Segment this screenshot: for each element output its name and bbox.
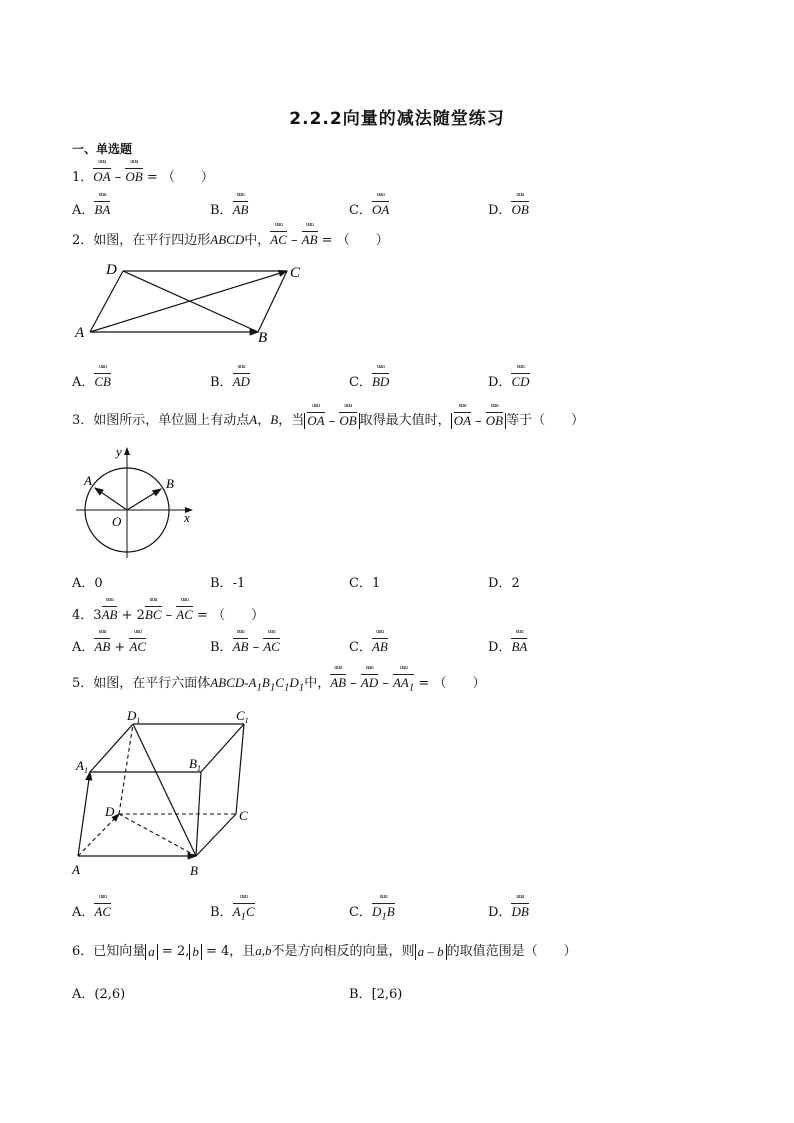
q5-name-part: B bbox=[261, 675, 270, 690]
q5-label-b: B bbox=[190, 863, 198, 878]
q3-label-o: O bbox=[112, 514, 122, 529]
q5-label-subscript: 1 bbox=[83, 766, 88, 775]
q3-vector-oa-arrow bbox=[95, 488, 127, 510]
option-label: C． bbox=[349, 905, 372, 920]
q5-name-part: ABCD-A bbox=[210, 675, 257, 690]
q5-edge-b1c1 bbox=[201, 724, 244, 772]
q5-label-c1 bbox=[236, 708, 249, 725]
q3-option-a[interactable] bbox=[72, 572, 103, 591]
option-label: C． bbox=[349, 576, 372, 591]
q5-tail: = （ ） bbox=[414, 676, 486, 691]
q5-line-db bbox=[119, 814, 196, 856]
q2-edge-bc bbox=[258, 271, 287, 332]
option-label: B． bbox=[210, 203, 233, 218]
q1-option-b[interactable] bbox=[210, 199, 248, 218]
q6-eq-1: = 2, bbox=[157, 944, 190, 959]
q5-option-d[interactable] bbox=[488, 901, 529, 920]
option-vector-part: C bbox=[245, 904, 255, 919]
q5-edge-bc bbox=[196, 814, 236, 856]
q2-label-d: D bbox=[106, 262, 117, 278]
question-6 bbox=[72, 940, 577, 960]
option-vector: AC uuu bbox=[94, 904, 111, 920]
q6-abs-b bbox=[189, 944, 202, 960]
q3-label-a: A bbox=[84, 473, 92, 488]
q6-vectors-ab: a,b bbox=[255, 943, 272, 958]
q5-subscript: 1 bbox=[269, 681, 276, 694]
q4-number: 4． bbox=[72, 608, 94, 623]
q3-sep: ， bbox=[257, 413, 271, 428]
option-vector bbox=[372, 904, 395, 923]
option-vector: BA uuu bbox=[94, 202, 110, 218]
q4-coef-2: 2 bbox=[136, 608, 145, 623]
q3-label-b: B bbox=[166, 476, 174, 491]
q6-text-mid2: 不是方向相反的向量，则 bbox=[271, 944, 415, 959]
q6-option-b[interactable] bbox=[349, 983, 402, 1002]
q1-number: 1． bbox=[72, 170, 94, 185]
q4-plus: + bbox=[117, 608, 137, 623]
q6-a-minus-b: a – b bbox=[417, 943, 444, 959]
q5-vector-3 bbox=[393, 675, 414, 694]
q5-name-part: D bbox=[289, 675, 299, 690]
option-value: (2,6) bbox=[94, 987, 126, 1002]
q2-vector-1: AC uuu bbox=[270, 232, 287, 248]
option-label: D． bbox=[488, 640, 512, 655]
option-vector: AC uuu bbox=[263, 639, 280, 655]
q5-text-mid: 中， bbox=[304, 676, 331, 691]
q2-option-a[interactable] bbox=[72, 371, 111, 390]
section-heading: 一、单选题 bbox=[72, 142, 133, 156]
option-label: A． bbox=[72, 576, 95, 591]
q5-label-subscript: 1 bbox=[244, 716, 249, 725]
q5-edge-aa1 bbox=[78, 772, 90, 856]
q2-label-b: B bbox=[258, 330, 268, 346]
option-label: A． bbox=[72, 987, 95, 1002]
option-label: B． bbox=[210, 375, 233, 390]
q2-tail: = （ ） bbox=[317, 233, 389, 248]
q3-option-d[interactable] bbox=[488, 572, 520, 591]
q5-label-letter: A bbox=[76, 758, 84, 773]
q2-text: 2．如图，在平行四边形 bbox=[72, 233, 211, 248]
option-vector: OB uuu bbox=[511, 202, 528, 218]
q3-option-b[interactable] bbox=[210, 572, 245, 591]
q1-vector-1: OA uuu bbox=[93, 169, 110, 185]
option-label: D． bbox=[488, 905, 512, 920]
q4-option-d[interactable] bbox=[488, 636, 527, 655]
q3-vector-oa: OA uuu bbox=[454, 413, 471, 429]
q2-label-c: C bbox=[290, 265, 301, 281]
q4-vector-2: BC uuu bbox=[145, 607, 162, 623]
q5-vector-3-name: AA bbox=[392, 675, 409, 690]
option-label: B． bbox=[210, 640, 233, 655]
option-label: A． bbox=[72, 375, 95, 390]
question-2 bbox=[72, 229, 389, 248]
question-4 bbox=[72, 604, 264, 623]
q5-line-d1b bbox=[133, 724, 196, 856]
q2-vector-2: AB uuu bbox=[302, 232, 318, 248]
option-vector-part: B bbox=[386, 904, 395, 919]
page-title: 2.2.2向量的减法随堂练习 bbox=[289, 109, 505, 129]
q2-label-a: A bbox=[75, 325, 85, 341]
q3-text-mid2: 取得最大值时， bbox=[359, 413, 451, 428]
q5-parallelepiped-figure bbox=[68, 704, 268, 882]
q5-option-c[interactable] bbox=[349, 901, 395, 923]
option-value: 2 bbox=[511, 576, 520, 591]
option-vector-part: A bbox=[232, 904, 241, 919]
q5-label-subscript: 1 bbox=[196, 764, 201, 773]
q2-option-b[interactable] bbox=[210, 371, 250, 390]
option-label: C． bbox=[349, 375, 372, 390]
q5-minus: – bbox=[346, 676, 361, 691]
q3-minus: – bbox=[324, 413, 340, 429]
q6-eq-2: = 4 bbox=[201, 944, 230, 959]
q5-label-letter: D bbox=[127, 708, 137, 723]
option-vector: AB uuu bbox=[94, 639, 110, 655]
option-vector: AB uuu bbox=[372, 639, 388, 655]
q5-subscript: 1 bbox=[256, 681, 262, 694]
q2-option-c[interactable] bbox=[349, 371, 389, 390]
q3-unit-circle-figure bbox=[70, 440, 200, 562]
q5-label-b1 bbox=[189, 756, 201, 773]
option-vector: AB uuu bbox=[233, 639, 249, 655]
q6-abs-a bbox=[145, 944, 158, 960]
q4-vector-1: AB uuu bbox=[102, 607, 118, 623]
q4-vector-3: AC uuu bbox=[176, 607, 193, 623]
q1-vector-2: OB uuu bbox=[125, 169, 142, 185]
option-vector: BD uuu bbox=[372, 374, 389, 390]
option-label: A． bbox=[72, 203, 95, 218]
option-label: D． bbox=[488, 203, 512, 218]
q5-label-d: D bbox=[105, 804, 115, 819]
q1-minus: – bbox=[110, 170, 126, 185]
q6-option-a[interactable] bbox=[72, 983, 125, 1002]
option-label: C． bbox=[349, 640, 372, 655]
q5-option-b[interactable] bbox=[210, 901, 255, 923]
q5-edge-ad bbox=[78, 814, 119, 856]
q3-point-b: B bbox=[270, 412, 279, 427]
question-3 bbox=[72, 409, 584, 429]
option-value: 0 bbox=[94, 576, 103, 591]
option-vector: CD uuu bbox=[511, 374, 529, 390]
q2-diagonal-db bbox=[123, 271, 258, 332]
q5-option-a[interactable] bbox=[72, 901, 111, 920]
q3-label-x: x bbox=[184, 510, 190, 525]
q5-subscript: 1 bbox=[298, 681, 305, 694]
option-label: D． bbox=[488, 375, 512, 390]
q3-point-a: A bbox=[249, 412, 258, 427]
q2-shape-name: ABCD bbox=[210, 232, 245, 247]
q2-diagonal-ac bbox=[90, 271, 287, 332]
q1-tail: = （ ） bbox=[142, 170, 214, 185]
option-vector: BA uuu bbox=[511, 639, 527, 655]
q3-vector-oa: OA uuu bbox=[307, 413, 324, 429]
option-operator: – bbox=[248, 640, 264, 655]
q4-option-a[interactable] bbox=[72, 636, 146, 655]
option-operator: + bbox=[110, 640, 130, 655]
option-vector: AC uuu bbox=[129, 639, 146, 655]
q3-abs-expression-2 bbox=[451, 413, 506, 429]
option-label: B． bbox=[210, 905, 233, 920]
q3-minus: – bbox=[471, 413, 486, 429]
option-vector: AD uuu bbox=[233, 374, 250, 390]
q5-label-subscript: 1 bbox=[136, 716, 141, 725]
option-label: C． bbox=[349, 203, 372, 218]
q4-option-c[interactable] bbox=[349, 636, 388, 655]
q5-vector-1: AB uuu bbox=[330, 675, 346, 691]
option-label: B． bbox=[349, 987, 372, 1002]
q4-tail: = （ ） bbox=[192, 608, 265, 623]
q5-solid-name bbox=[210, 675, 305, 694]
option-value: -1 bbox=[232, 576, 246, 591]
q2-parallelogram-figure bbox=[70, 258, 310, 350]
option-label: A． bbox=[72, 640, 95, 655]
q6-text-mid: ，且 bbox=[229, 944, 256, 959]
q5-minus: – bbox=[378, 676, 393, 691]
option-vector bbox=[233, 904, 255, 923]
option-value: [2,6) bbox=[371, 987, 403, 1002]
q5-name-part: C bbox=[275, 675, 284, 690]
question-5 bbox=[72, 672, 485, 694]
q3-tail: 等于（ ） bbox=[506, 413, 585, 428]
q5-label-a1 bbox=[75, 758, 88, 775]
q5-label-d1 bbox=[126, 708, 140, 725]
question-1 bbox=[72, 166, 214, 185]
q1-option-d[interactable] bbox=[488, 199, 529, 218]
option-vector: AB uuu bbox=[233, 202, 249, 218]
q5-label-letter: C bbox=[236, 708, 245, 723]
q5-vector-2: AD uuu bbox=[361, 675, 378, 691]
q5-subscript: 1 bbox=[283, 681, 290, 694]
q3-label-y: y bbox=[116, 444, 122, 459]
option-vector-part: D bbox=[371, 904, 382, 919]
option-vector: OA uuu bbox=[372, 202, 389, 218]
q2-minus: – bbox=[286, 233, 302, 248]
q5-edge-c1c bbox=[236, 724, 244, 814]
q5-subscript: 1 bbox=[408, 681, 415, 694]
q3-text: 3．如图所示，单位圆上有动点 bbox=[72, 413, 250, 428]
q3-vector-ob-arrow bbox=[127, 489, 161, 510]
q1-option-c[interactable] bbox=[349, 199, 389, 218]
q3-abs-expression bbox=[304, 413, 359, 429]
q2-option-d[interactable] bbox=[488, 371, 530, 390]
option-subscript: 1 bbox=[240, 910, 246, 923]
q6-vector-a: a bbox=[148, 943, 155, 959]
q6-tail: 的取值范围是（ ） bbox=[446, 944, 577, 959]
option-label: A． bbox=[72, 905, 95, 920]
q3-vector-ob: OB uuu bbox=[339, 413, 356, 429]
option-label: B． bbox=[210, 576, 233, 591]
q2-text-mid: 中， bbox=[244, 233, 271, 248]
option-vector: DB uuu bbox=[511, 904, 528, 920]
q5-text: 5．如图，在平行六面体 bbox=[72, 676, 211, 691]
q4-minus: – bbox=[161, 608, 177, 623]
q5-label-c: C bbox=[239, 808, 248, 823]
q3-text-mid: ，当 bbox=[278, 413, 305, 428]
q6-abs-a-minus-b bbox=[415, 944, 447, 960]
option-subscript: 1 bbox=[381, 910, 387, 923]
option-vector: CB uuu bbox=[94, 374, 111, 390]
option-value: 1 bbox=[371, 576, 381, 591]
option-label: D． bbox=[488, 576, 512, 591]
q6-text: 6．已知向量 bbox=[72, 944, 146, 959]
q3-option-c[interactable] bbox=[349, 572, 380, 591]
q5-label-letter: B bbox=[189, 756, 197, 771]
q4-option-b[interactable] bbox=[210, 636, 280, 655]
q3-vector-ob: OB uuu bbox=[486, 413, 503, 429]
q6-vector-b: b bbox=[192, 943, 199, 959]
q4-coef-1: 3 bbox=[93, 608, 102, 623]
q5-label-a: A bbox=[72, 862, 80, 877]
q1-option-a[interactable] bbox=[72, 199, 110, 218]
